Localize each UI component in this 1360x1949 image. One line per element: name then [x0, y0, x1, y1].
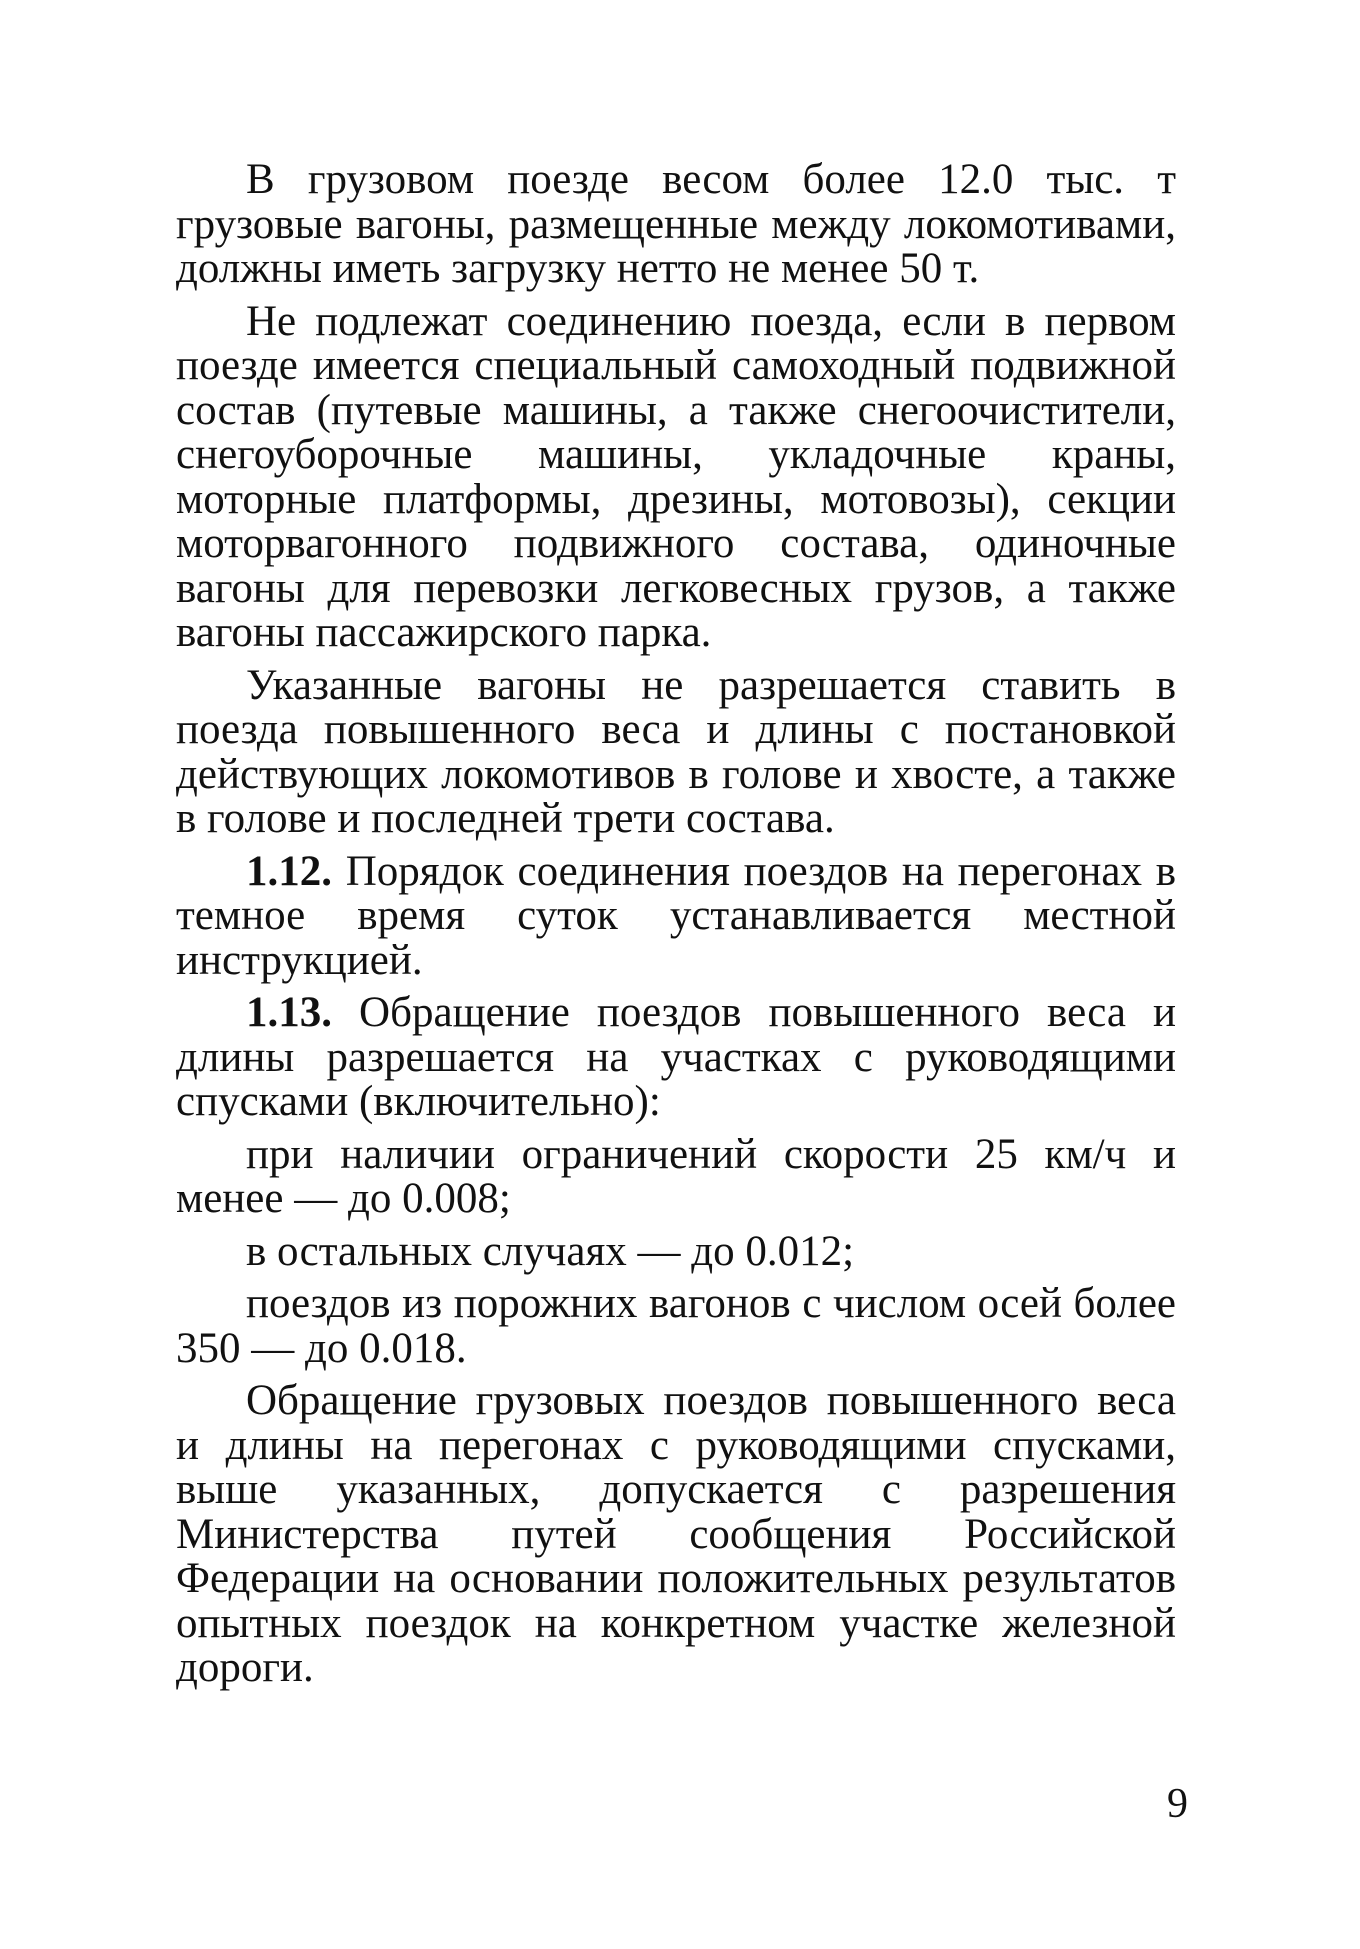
- list-item-other-cases: [176, 1227, 1176, 1275]
- list-item-empty-wagons: [176, 1282, 1176, 1371]
- paragraph-no-coupling: [176, 297, 1176, 656]
- paragraph-wagons-restriction: [176, 661, 1176, 842]
- paragraph-text: Не подлежат соединению поезда, если в первом поезде имеется специальный самоходный подвижной состав (путевые машины, а также снегоочистители, снегоуборочные машины, укладочные краны, моторные платформы, дрезины, мотовозы), секции моторвагонного подвижного состава, одиночные вагоны для перевозки легковесных грузов, а также вагоны пассажирского парка.: [176, 297, 1176, 656]
- section-number: 1.12.: [246, 847, 332, 895]
- list-item-speed-limit: [176, 1130, 1176, 1222]
- paragraph-text: В грузовом поезде весом более 12.0 тыс. т грузовые вагоны, размещенные между локомотивами, должны иметь загрузку нетто не менее 50 т.: [176, 156, 1176, 292]
- list-item-text: поездов из порожних вагонов с числом осей более 350 — до 0.018.: [176, 1280, 1176, 1372]
- paragraph-text: Обращение грузовых поездов повышенного веса и длины на перегонах с руководящими спусками, выше указанных, допускается с разрешения Министерства путей сообщения Российской Федерации на основании положительных результатов опытных поездок на конкретном участке железной дороги.: [176, 1377, 1176, 1691]
- list-item-text: при наличии ограничений скорости 25 км/ч и менее — до 0.008;: [176, 1130, 1176, 1222]
- body-text: [176, 158, 1176, 1699]
- section-1-12: [176, 847, 1176, 984]
- paragraph-train-weight: [176, 158, 1176, 292]
- section-text: Порядок соединения поездов на перегонах в темное время суток устанавливается местной инструкцией.: [176, 847, 1176, 984]
- section-number: 1.13.: [246, 989, 332, 1036]
- list-item-text: в остальных случаях — до 0.012;: [246, 1227, 855, 1275]
- paragraph-ministry-permission: [176, 1379, 1176, 1691]
- section-text: Обращение поездов повышенного веса и длины разрешается на участках с руководящими спусками (включительно):: [176, 989, 1176, 1125]
- paragraph-text: Указанные вагоны не разрешается ставить в поезда повышенного веса и длины с постановкой действующих локомотивов в голове и хвосте, а также в голове и последней трети состава.: [176, 661, 1176, 842]
- page-number: 9: [1167, 1781, 1188, 1827]
- section-1-13: [176, 991, 1176, 1125]
